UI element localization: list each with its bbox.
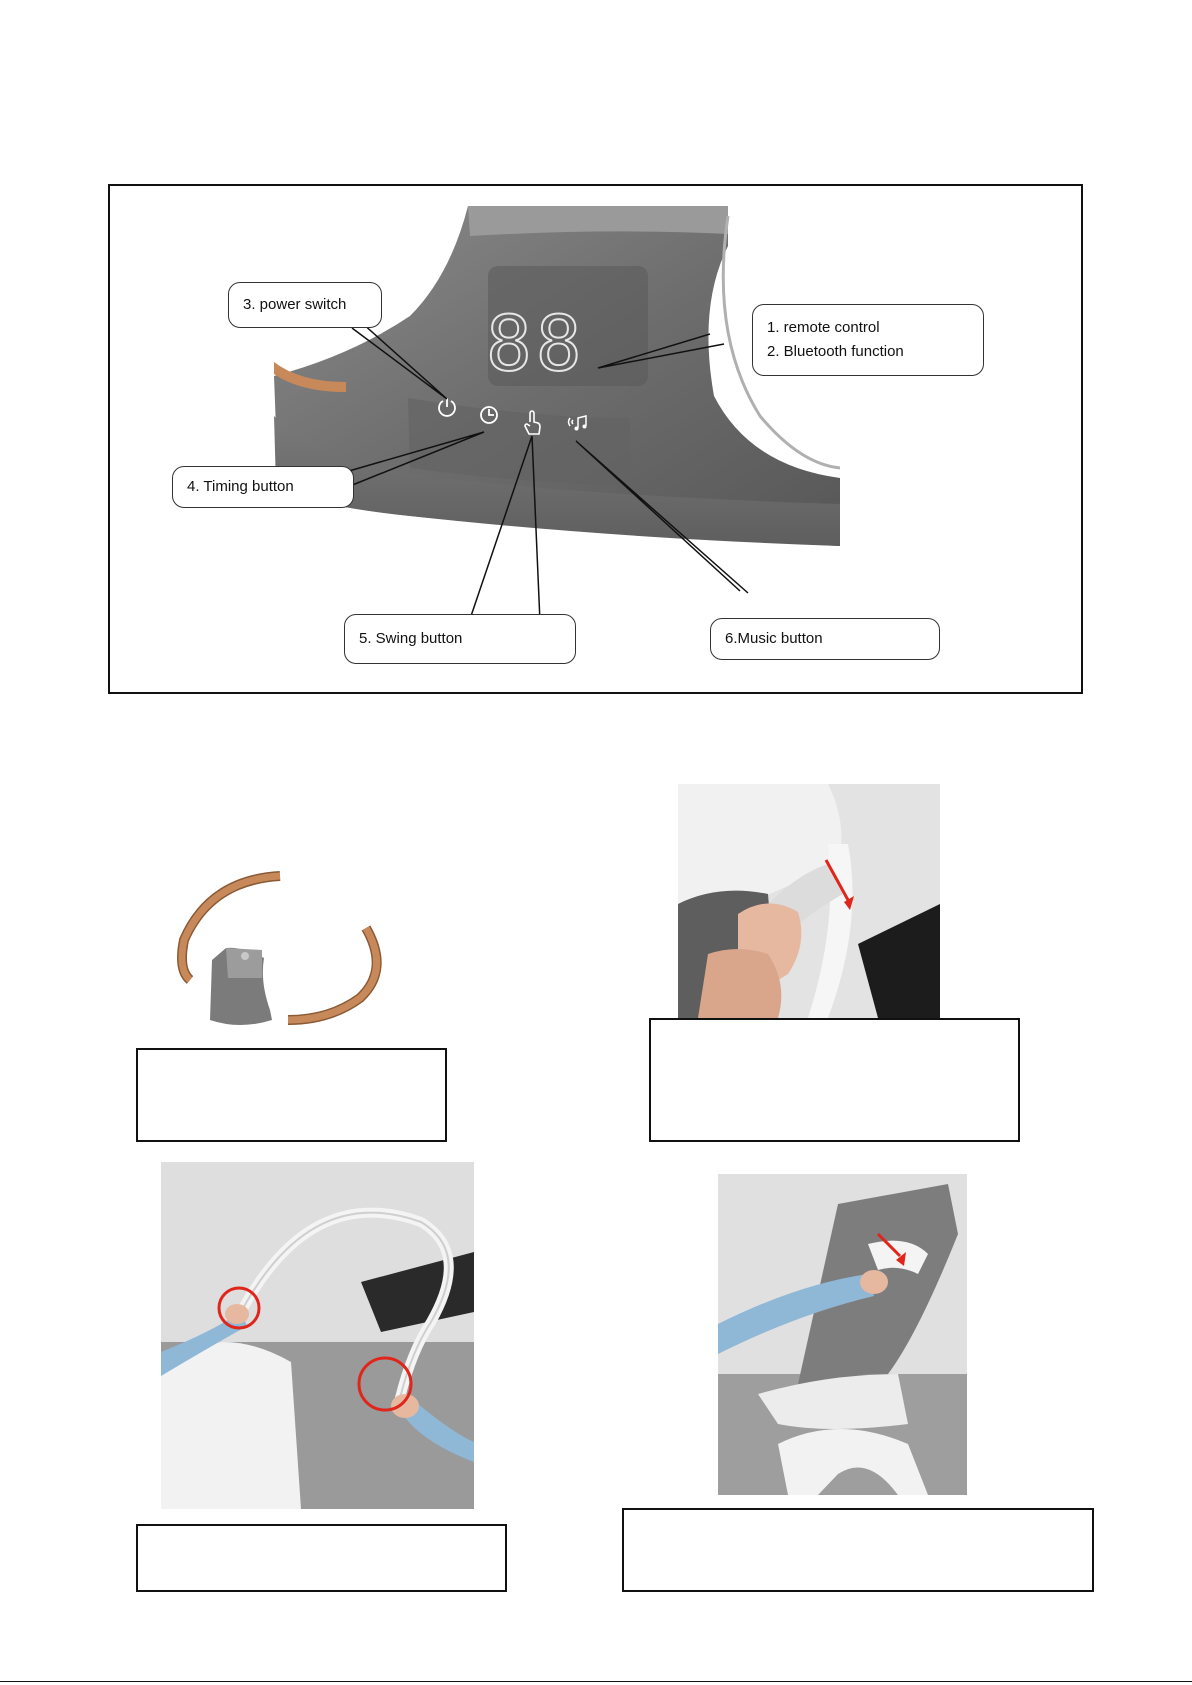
fabric-strap-photo xyxy=(678,784,940,1018)
step-2-caption-box xyxy=(649,1018,1020,1142)
callout-leader-lines xyxy=(110,186,1081,692)
callout-timing-button: 4. Timing button xyxy=(172,466,354,508)
callout-music-button: 6.Music button xyxy=(710,618,940,660)
control-panel-diagram-frame xyxy=(108,184,1083,694)
callout-swing-button: 5. Swing button xyxy=(344,614,576,664)
callout-remote-bluetooth: 1. remote control 2. Bluetooth function xyxy=(752,304,984,376)
arc-bar-photo xyxy=(161,1162,474,1509)
segment-display: 88 xyxy=(486,299,586,388)
seat-cover-photo xyxy=(718,1174,967,1495)
step-3-caption-box xyxy=(136,1524,507,1592)
step-1-caption-box xyxy=(136,1048,447,1142)
arc-parts-illustration xyxy=(170,870,400,1030)
step-4-caption-box xyxy=(622,1508,1094,1592)
page-bottom-rule xyxy=(0,1681,1192,1682)
callout-power-switch: 3. power switch xyxy=(228,282,382,328)
